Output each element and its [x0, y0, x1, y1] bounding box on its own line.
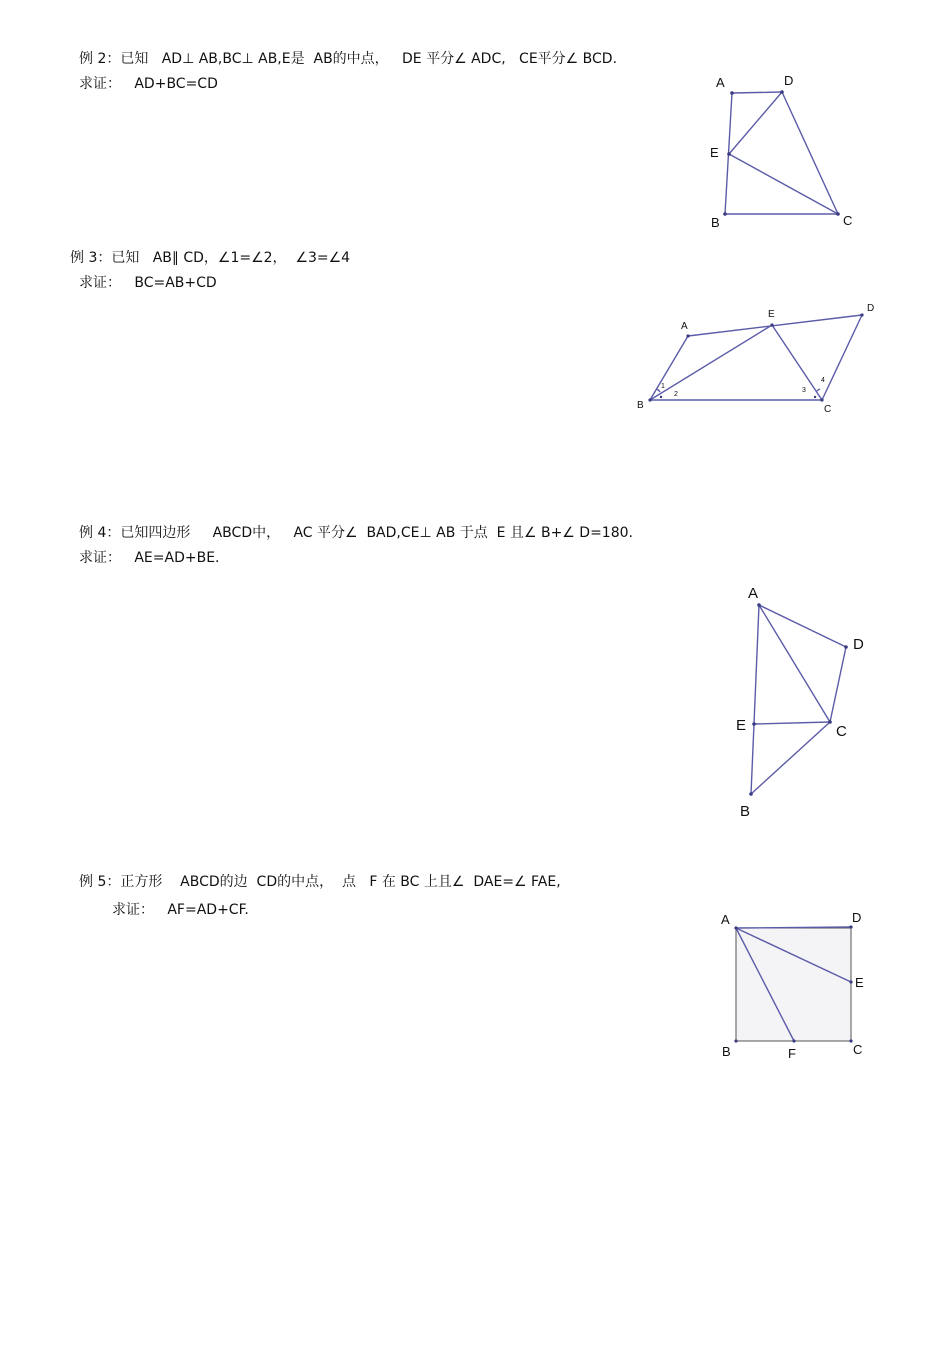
ex3-label-b: B: [637, 400, 644, 411]
ex5-figure: [710, 905, 880, 1070]
ex2-label-b: B: [711, 215, 720, 230]
ex2-statement: 例 2：已知 AD⊥ AB,BC⊥ AB,E是 AB的中点， DE 平分∠ ADC, CE平分∠ BCD.: [79, 51, 618, 67]
ex4-label-a: A: [748, 585, 759, 602]
ex3-angle-1: 1: [661, 383, 665, 390]
ex4-statement: 例 4：已知四边形 ABCD中， AC 平分∠ BAD,CE⊥ AB 于点 E 且∠ B+∠ D=180.: [79, 525, 633, 541]
ex3-statement: 例 3：已知 AB∥ CD，∠1=∠2， ∠3=∠4: [70, 250, 351, 266]
ex4-prove: 求证： AE=AD+BE.: [79, 550, 220, 566]
ex3-prove: 求证： BC=AB+CD: [79, 275, 217, 291]
ex5-label-d: D: [852, 910, 862, 925]
ex5-label-e: E: [855, 975, 864, 990]
ex4-figure: [720, 580, 880, 830]
ex2-prove: 求证： AD+BC=CD: [79, 76, 218, 92]
ex2-label-e: E: [710, 145, 719, 160]
ex4-label-d: D: [853, 636, 864, 653]
ex3-angle-4: 4: [821, 377, 825, 384]
ex5-prove: 求证： AF=AD+CF.: [112, 902, 249, 918]
ex3-label-d: D: [867, 303, 875, 314]
ex3-angle-2: 2: [674, 391, 678, 398]
ex5-label-a: A: [721, 912, 730, 927]
ex5-statement: 例 5：正方形 ABCD的边 CD的中点， 点 F 在 BC 上且∠ DAE=∠ FAE,: [79, 874, 561, 890]
ex5-label-b: B: [722, 1044, 731, 1059]
ex2-label-a: A: [716, 75, 725, 90]
ex3-label-a: A: [681, 321, 688, 332]
ex4-label-b: B: [740, 803, 751, 820]
ex2-label-d: D: [784, 73, 794, 88]
ex3-label-c: C: [824, 404, 832, 415]
ex2-figure: [700, 70, 870, 240]
ex3-figure: [630, 300, 890, 420]
ex3-label-e: E: [768, 309, 775, 320]
ex5-label-f: F: [788, 1046, 796, 1061]
ex2-label-c: C: [843, 213, 853, 228]
ex4-label-c: C: [836, 723, 847, 740]
ex4-label-e: E: [736, 717, 747, 734]
ex5-label-c: C: [853, 1042, 863, 1057]
ex3-angle-3: 3: [802, 387, 806, 394]
